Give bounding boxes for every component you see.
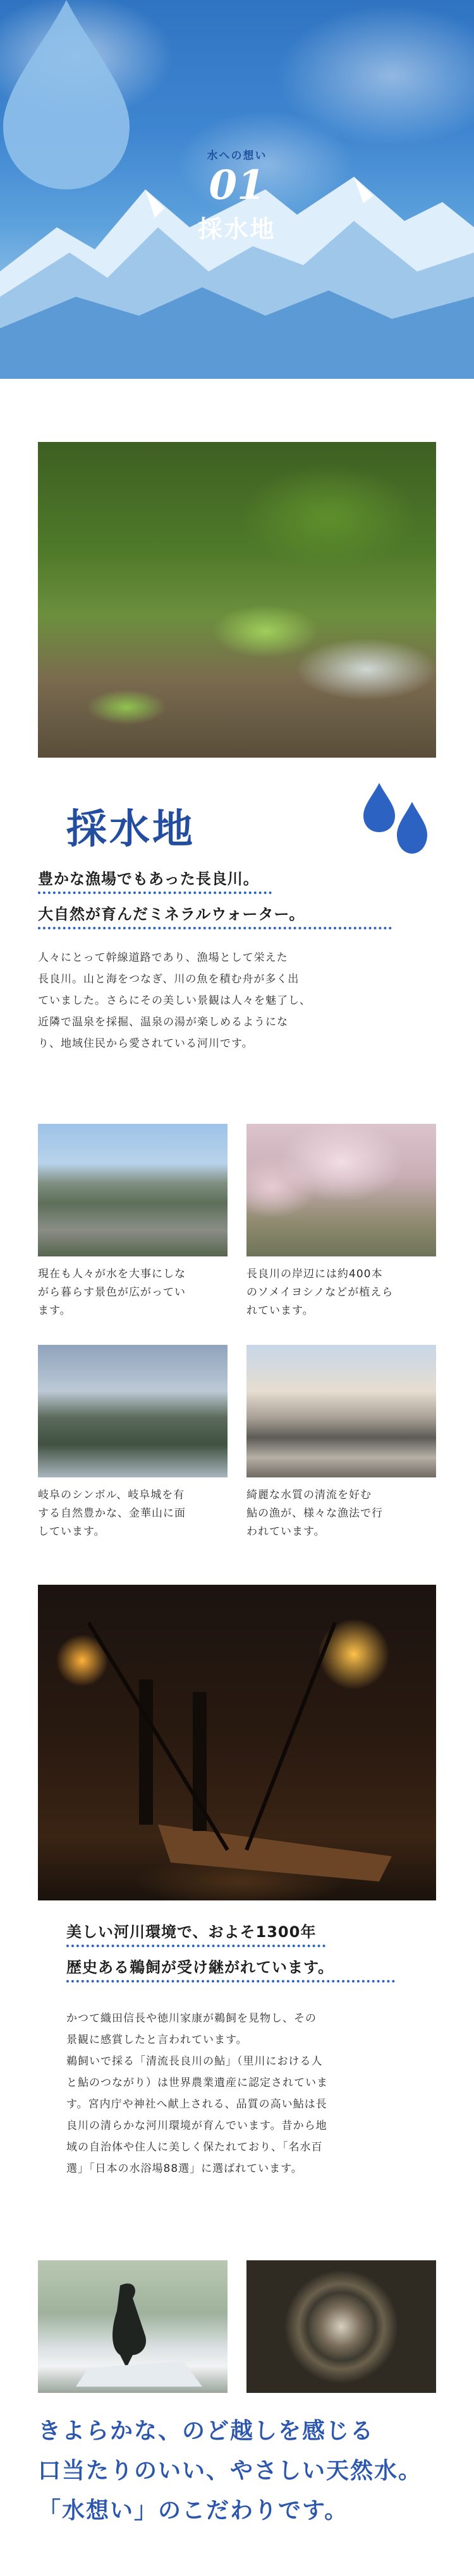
cormorant-bird-photo [38, 2260, 228, 2393]
forest-stream-photo [38, 442, 436, 758]
section2-body [66, 2008, 328, 2179]
subheading2-underline-1 [66, 1945, 325, 1947]
hero-banner [0, 0, 474, 379]
caption-line: 現在も人々が水を大事にしな [38, 1268, 186, 1280]
closing-line-2: 口当たりのいい、やさしい天然水。 [38, 2458, 423, 2484]
caption-line: われています。 [246, 1525, 325, 1538]
body-line: 鵜飼いで採る「清流長良川の鮎」（里川における人 [66, 2055, 323, 2068]
body-line: と鮎のつながり）は世界農業遺産に認定されていま [66, 2077, 328, 2089]
gallery-caption-2 [246, 1265, 393, 1320]
section-heading: 採水地 [66, 806, 195, 853]
caption-line: 岐阜のシンボル、岐阜城を有 [38, 1489, 185, 1501]
bird-silhouette [38, 2260, 228, 2393]
body-line: 域の自治体や住人に美しく保たれており、「名水百 [66, 2141, 323, 2154]
body-line: 長良川。山と海をつなぎ、川の魚を積む舟が多く出 [38, 973, 300, 986]
subheading-line-1: 豊かな漁場でもあった長良川。 [38, 870, 259, 888]
gallery-caption-3 [38, 1486, 186, 1541]
river-town-photo [38, 1124, 228, 1256]
caption-line: のソメイヨシノなどが植えら [246, 1286, 394, 1299]
body-line: 選」「日本の水浴場88選」に選ばれています。 [66, 2162, 303, 2175]
subheading2-underline-2 [66, 1980, 395, 1983]
caption-line: 長良川の岸辺には約400本 [246, 1268, 383, 1280]
body-line: かつて織田信長や徳川家康が鵜飼を見物し、その [66, 2012, 317, 2025]
hero-number: 01 [209, 162, 265, 209]
subheading2-line-2: 歴史ある鵜飼が受け継がれています。 [66, 1959, 334, 1976]
body-line: 近隣で温泉を採掘、温泉の湯が楽しめるようにな [38, 1016, 288, 1029]
caption-line: しています。 [38, 1525, 106, 1538]
section-body [38, 947, 311, 1054]
hero-small-label: 水への想い [207, 150, 267, 162]
subheading-underline-1 [38, 891, 272, 894]
body-line: す。宮内庁や神社へ献上される、品質の高い鮎は長 [66, 2098, 327, 2111]
body-line: 人々にとって幹線道路であり、漁場として栄えた [38, 951, 288, 964]
caption-line: れています。 [246, 1304, 314, 1317]
closing-line-3: 「水想い」のこだわりです。 [38, 2498, 349, 2524]
gallery-caption-4 [246, 1486, 383, 1541]
cherry-blossom-photo [246, 1124, 436, 1256]
caption-line: 鮎の漁が、様々な漁法で行 [246, 1507, 383, 1520]
subheading-line-2: 大自然が育んだミネラルウォーター。 [38, 905, 305, 923]
caption-line: ます。 [38, 1304, 71, 1317]
subheading-underline-2 [38, 927, 392, 929]
gallery-caption-1 [38, 1265, 186, 1320]
caption-line: する自然豊かな、金華山に面 [38, 1507, 186, 1520]
body-line: 景観に感賞したと言われています。 [66, 2034, 248, 2046]
kinkazan-mountain-photo [38, 1345, 228, 1477]
body-line: 良川の清らかな河川環境が育んでいます。昔から地 [66, 2120, 327, 2132]
cormorant-fishing-photo [38, 1585, 436, 1900]
closing-line-1: きよらかな、のど越しを感じる [38, 2418, 375, 2444]
fishing-boat-photo [246, 1345, 436, 1477]
body-line: ていました。さらにその美しい景観は人々を魅了し、 [38, 994, 311, 1007]
body-line: り、地域住民から愛されている河川です。 [38, 1037, 253, 1050]
boat-silhouette [38, 1585, 436, 1900]
water-drops-icon [360, 783, 430, 859]
water-ripple-photo [246, 2260, 436, 2393]
caption-line: がら暮らす景色が広がってい [38, 1286, 186, 1299]
hero-title: 採水地 [198, 215, 276, 243]
caption-line: 綺麗な水質の清流を好む [246, 1489, 372, 1501]
subheading2-line-1: 美しい河川環境で、およそ1300年 [66, 1923, 317, 1941]
